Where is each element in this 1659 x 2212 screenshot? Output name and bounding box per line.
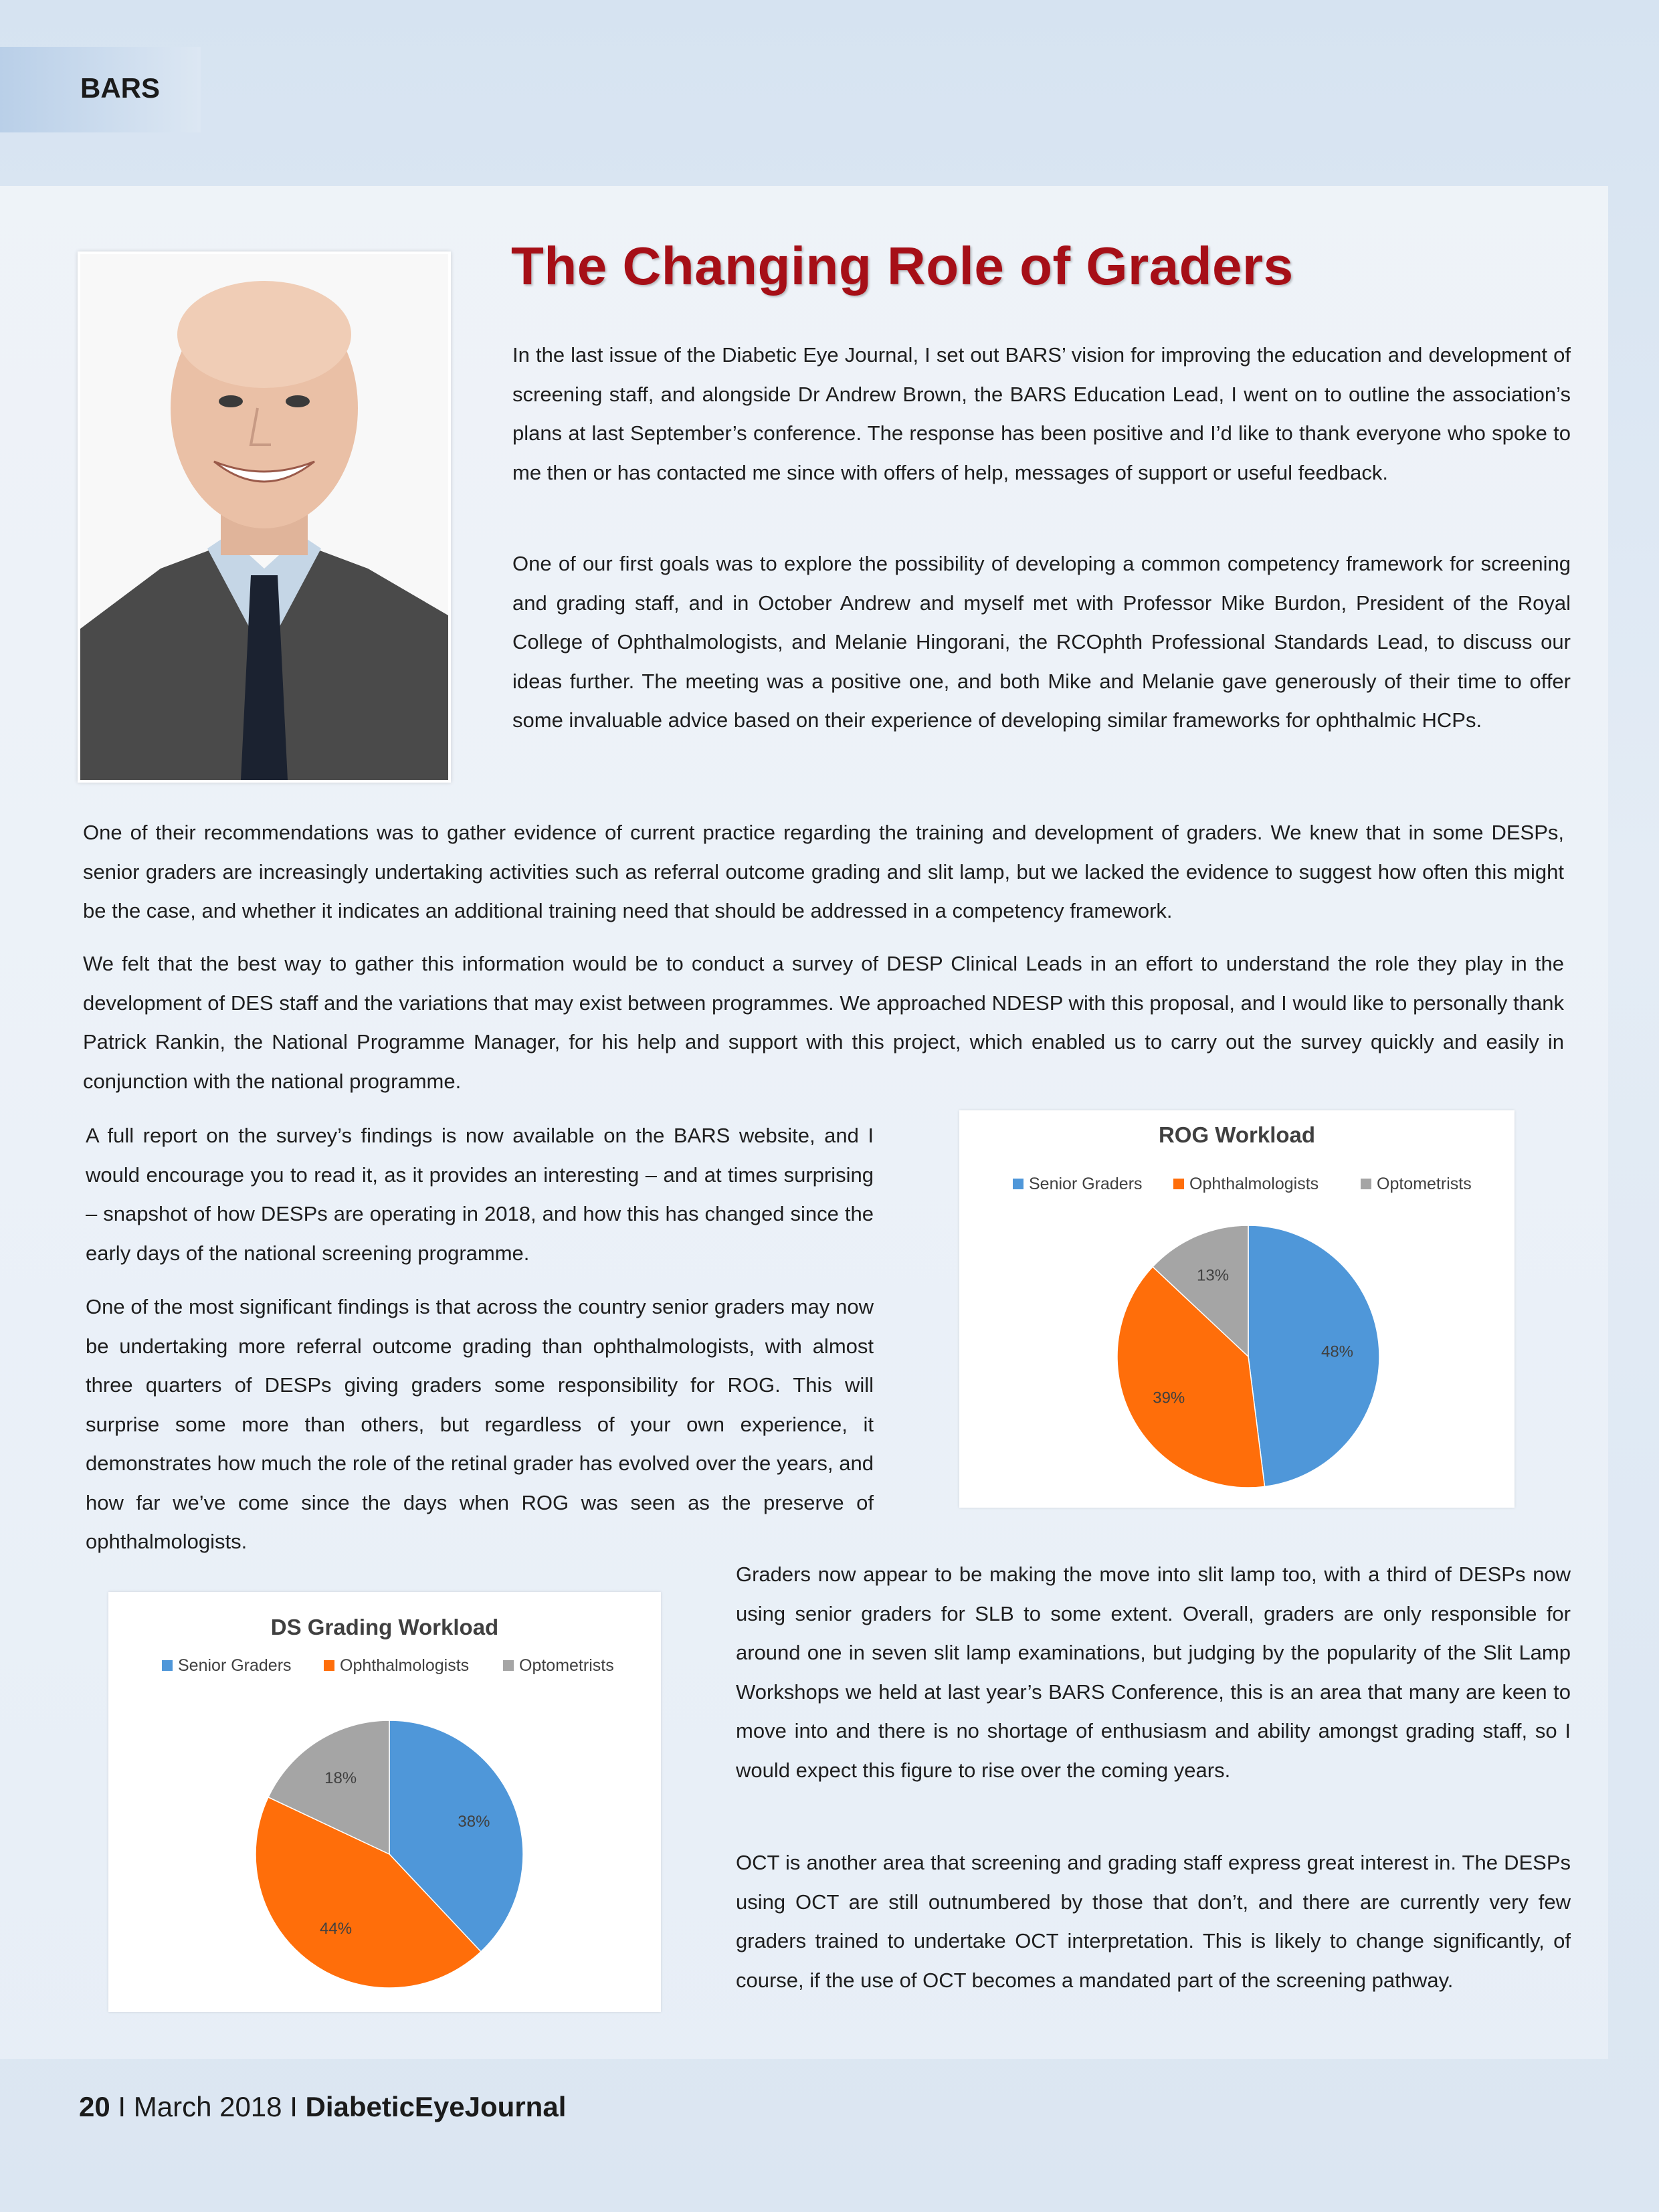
legend-label: Ophthalmologists	[1189, 1175, 1319, 1193]
page-footer	[79, 2091, 566, 2123]
article-title: The Changing Role of Graders	[511, 236, 1294, 296]
legend-label: Senior Graders	[178, 1656, 292, 1675]
paragraph-3: One of their recommendations was to gather evidence of current practice regarding the training and development of graders. We knew that in some DESPs, senior graders are increasingly undertaking activities such as referral outcome grading and slit lamp, but we lacked the evidence to suggest how often this might be the case, and whether it indicates an additional training need that should be addressed in a competency framework.	[83, 821, 1564, 922]
paragraph-4: We felt that the best way to gather this information would be to conduct a survey of DESP Clinical Leads in an effort to understand the role they play in the development of DES staff and the variations that may exist between programmes. We approached NDESP with this proposal, and I would like to personally thank Patrick Rankin, the National Programme Manager, for his help and support with this project, which enabled us to carry out the survey quickly and easily in conjunction with the national programme.	[83, 952, 1564, 1093]
legend-label: Optometrists	[519, 1656, 614, 1675]
issue-date: March 2018	[133, 2091, 282, 2122]
chart-title: ROG Workload	[1158, 1122, 1316, 1147]
portrait-illustration	[80, 254, 448, 780]
legend-swatch	[162, 1660, 173, 1671]
rog-workload-chart	[959, 1110, 1515, 1508]
ds-grading-workload-svg	[108, 1592, 661, 2012]
data-label: 48%	[1321, 1342, 1354, 1361]
legend-label: Optometrists	[1377, 1175, 1472, 1193]
paragraph-1: In the last issue of the Diabetic Eye Journal, I set out BARS’ vision for improving the education and development of screening staff, and alongside Dr Andrew Brown, the BARS Education Lead, I went on to outline the association’s plans at last September’s conference. The response has been positive and I’d like to thank everyone who spoke to me then or has contacted me since with offers of help, messages of support or useful feedback.	[512, 343, 1571, 484]
page-number: 20	[79, 2091, 110, 2122]
paragraph-5: A full report on the survey’s findings is now available on the BARS website, and I would encourage you to read it, as it provides an interesting – and at times surprising – snapshot of how DESPs are operating in 2018, and how this has changed since the early days of the national screening programme.	[86, 1124, 874, 1265]
data-label: 38%	[458, 1812, 490, 1831]
rog-workload-svg	[959, 1110, 1515, 1508]
pie-slice	[1248, 1225, 1379, 1486]
legend-swatch	[1173, 1179, 1184, 1189]
section-tab-label: BARS	[80, 72, 161, 104]
paragraph-6: One of the most significant findings is that across the country senior graders may now be undertaking more referral outcome grading than ophthalmologists, with almost three quarters of DESPs giving graders some responsibility for ROG. This will surprise some more than others, but regardless of your own experience, it demonstrates how much the role of the retinal grader has evolved over the years, and how far we’ve come since the days when ROG was seen as the preserve of ophthalmologists.	[86, 1295, 874, 1553]
footer-separator-1: I	[110, 2091, 134, 2122]
data-label: 18%	[324, 1769, 357, 1788]
paragraph-7: Graders now appear to be making the move into slit lamp too, with a third of DESPs now using senior graders for SLB to some extent. Overall, graders are only responsible for around one in seven slit lamp examinations, but judging by the popularity of the Slit Lamp Workshops we held at last year’s BARS Conference, this is an area that many are keen to move into and there is no shortage of enthusiasm and ability amongst grading staff, so I would expect this figure to rise over the coming years.	[736, 1563, 1571, 1782]
ds-grading-workload-chart	[108, 1592, 661, 2012]
chart-title: DS Grading Workload	[270, 1615, 499, 1639]
author-photo	[78, 252, 451, 783]
section-tab	[0, 47, 201, 132]
legend-swatch	[1013, 1179, 1023, 1189]
paragraph-2: One of our first goals was to explore the possibility of developing a common competency framework for screening and grading staff, and in October Andrew and myself met with Professor Mike Burdon, President of the Royal College of Ophthalmologists, and Melanie Hingorani, the RCOphth Professional Standards Lead, to discuss our ideas further. The meeting was a positive one, and both Mike and Melanie gave generously of their time to offer some invaluable advice based on their experience of developing similar frameworks for ophthalmic HCPs.	[512, 552, 1571, 732]
legend-swatch	[324, 1660, 334, 1671]
journal-name: DiabeticEyeJournal	[305, 2091, 567, 2122]
data-label: 44%	[320, 1920, 353, 1938]
legend-label: Ophthalmologists	[340, 1656, 470, 1675]
paragraph-8: OCT is another area that screening and grading staff express great interest in. The DESPs using OCT are still outnumbered by those that don’t, and there are currently very few graders trained to undertake OCT interpretation. This is likely to change significantly, of course, if the use of OCT becomes a mandated part of the screening pathway.	[736, 1851, 1571, 1992]
data-label: 39%	[1153, 1389, 1185, 1407]
data-label: 13%	[1197, 1266, 1230, 1285]
legend-label: Senior Graders	[1029, 1175, 1143, 1193]
legend-swatch	[503, 1660, 514, 1671]
legend-swatch	[1361, 1179, 1371, 1189]
footer-separator-2: I	[282, 2091, 306, 2122]
